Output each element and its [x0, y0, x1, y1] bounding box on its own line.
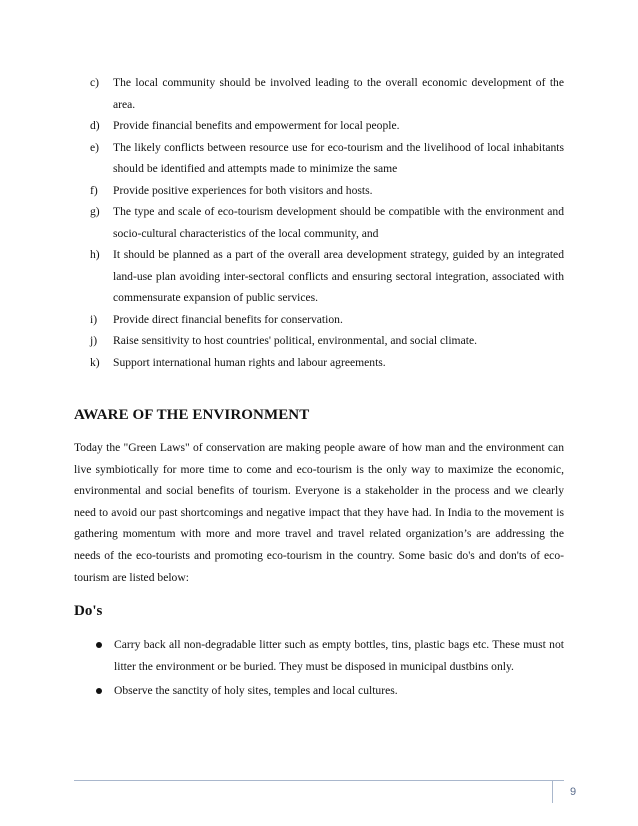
list-letter: g)	[90, 205, 100, 218]
list-letter: c)	[90, 76, 100, 89]
list-item	[92, 244, 564, 309]
list-item	[92, 115, 564, 137]
list-text: Observe the sanctity of holy sites, temples and local cultures.	[114, 684, 398, 698]
section-paragraph: Today the "Green Laws" of conservation are making people aware of how man and the environment can live symbiotically for more time to come and eco-tourism is the only way to maximize the economic, environmental and social benefits of tourism. Everyone is a stakeholder in the process and we clearly need to avoid our past shortcomings and negative impact that they have had. In India to the movement is gathering momentum with more and more travel and travel related organization’s are addressing the needs of the eco-tourists and promoting eco-tourism in the country. Some basic do's and don'ts of eco-tourism are listed below:	[74, 441, 564, 584]
list-item	[92, 352, 564, 374]
list-item	[92, 330, 564, 352]
list-text: The local community should be involved leading to the overall economic development of the area.	[113, 76, 564, 111]
list-text: Raise sensitivity to host countries' political, environmental, and social climate.	[113, 334, 477, 347]
list-text: Support international human rights and labour agreements.	[113, 355, 386, 369]
list-text: Carry back all non-degradable litter such as empty bottles, tins, plastic bags etc. These must not litter the environment or be buried. They must be disposed in municipal dustbins only.	[114, 638, 564, 673]
bullet-icon	[96, 688, 102, 694]
list-letter: i)	[90, 312, 98, 326]
list-text: Provide financial benefits and empowerment for local people.	[113, 119, 400, 132]
list-letter: d)	[90, 119, 100, 132]
list-letter: f)	[90, 183, 98, 197]
list-text: The likely conflicts between resource use for eco-tourism and the livelihood of local inhabitants should be identified and attempts made to minimize the same	[113, 140, 564, 175]
list-letter: j)	[90, 334, 98, 347]
dos-list	[96, 634, 564, 705]
list-text: It should be planned as a part of the overall area development strategy, guided by an integrated land-use plan avoiding inter-sectoral conflicts and ensuring sectoral integration, associated with commensurate expansion of public services.	[113, 248, 564, 304]
list-text: Provide direct financial benefits for conservation.	[113, 312, 343, 326]
list-letter: k)	[90, 355, 100, 369]
list-text: The type and scale of eco-tourism development should be compatible with the environment and socio-cultural characteristics of the local community, and	[113, 205, 564, 240]
list-letter: h)	[90, 248, 100, 261]
section-heading-dos: Do's	[74, 603, 103, 619]
section-heading-aware: AWARE OF THE ENVIRONMENT	[74, 407, 310, 423]
bullet-icon	[96, 642, 102, 648]
list-text: Provide positive experiences for both visitors and hosts.	[113, 183, 373, 197]
list-item	[96, 634, 564, 677]
list-item	[92, 72, 564, 115]
guidelines-list	[92, 72, 564, 373]
list-item	[92, 201, 564, 244]
list-item	[92, 137, 564, 180]
list-item	[92, 180, 564, 202]
footer-divider	[74, 780, 564, 781]
list-letter: e)	[90, 140, 100, 154]
page-number: 9	[552, 781, 593, 803]
list-item	[96, 680, 564, 702]
list-item	[92, 309, 564, 331]
